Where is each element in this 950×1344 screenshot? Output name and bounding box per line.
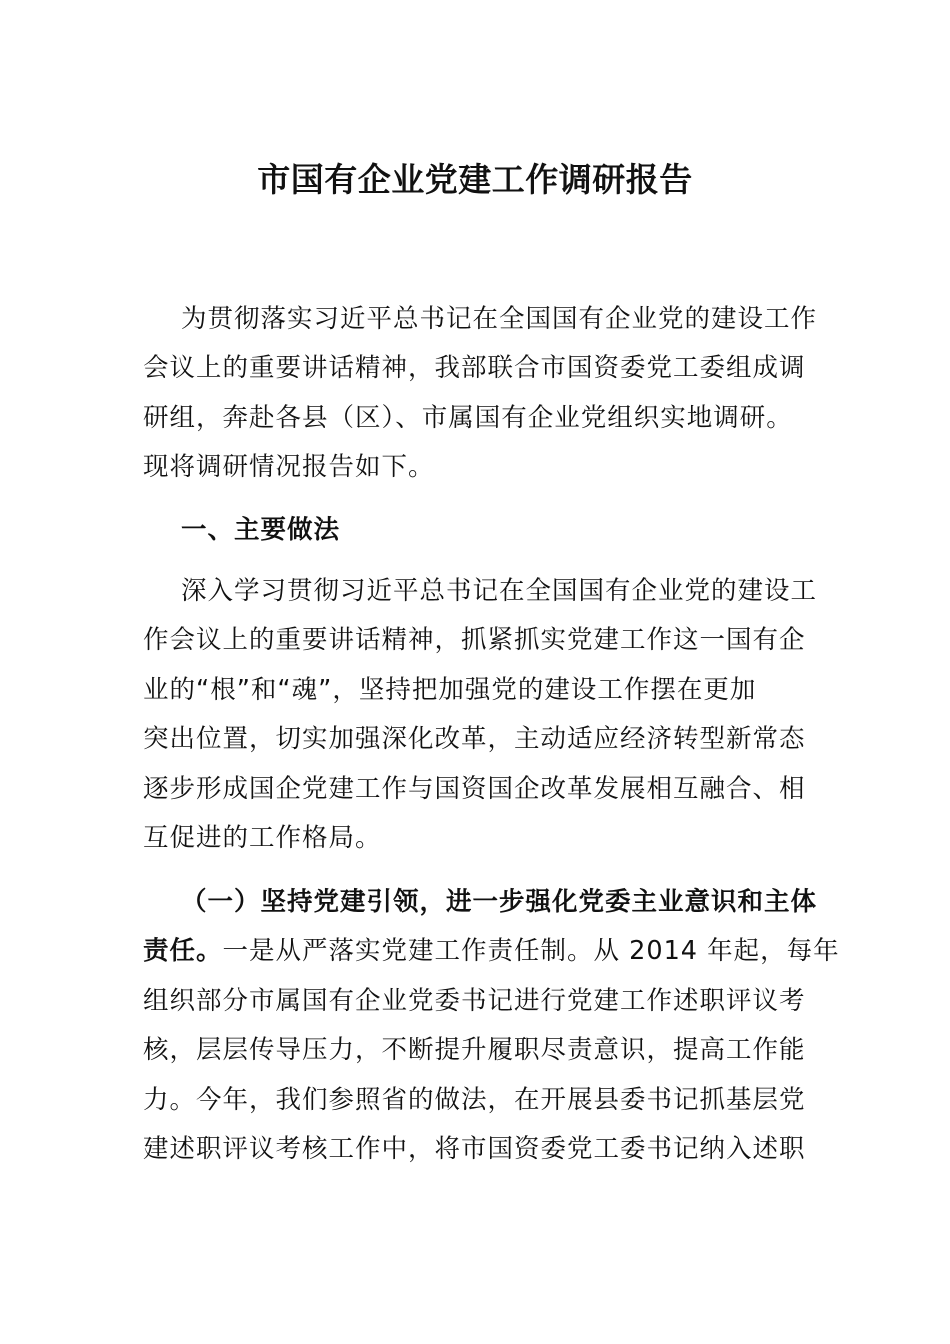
subsection1-line: 核，层层传导压力，不断提升履职尽责意识，提高工作能	[143, 1035, 806, 1066]
intro-paragraph	[143, 295, 818, 493]
subsection1-line: 组织部分市属国有企业党委书记进行党建工作述职评议考	[143, 985, 806, 1016]
subsection1-line: 力。今年，我们参照省的做法，在开展县委书记抓基层党	[143, 1084, 806, 1115]
section1-line: 突出位置，切实加强深化改革，主动适应经济转型新常态	[143, 724, 806, 755]
section1-line: 业的“根”和“魂”，坚持把加强党的建设工作摆在更加	[143, 674, 757, 705]
section1-line: 作会议上的重要讲话精神，抓紧抓实党建工作这一国有企	[143, 625, 806, 656]
intro-line: 会议上的重要讲话精神，我部联合市国资委党工委组成调	[143, 353, 806, 384]
document-title: 市国有企业党建工作调研报告	[257, 160, 693, 199]
section1-line: 深入学习贯彻习近平总书记在全国国有企业党的建设工	[181, 576, 818, 606]
section1-heading: 一、主要做法	[181, 515, 341, 545]
subsection1-heading-end: 责任。	[143, 936, 223, 967]
subsection1-line	[143, 927, 840, 976]
intro-line: 现将调研情况报告如下。	[143, 452, 435, 483]
intro-line: 研组，奔赴各县（区）、市属国有企业党组织实地调研。	[143, 402, 793, 433]
subsection1-text: 一是从严落实党建工作责任制。从 2014 年起，每年	[222, 936, 840, 967]
section1-paragraph	[143, 567, 818, 863]
section1-line: 互促进的工作格局。	[143, 822, 382, 853]
intro-line: 为贯彻落实习近平总书记在全国国有企业党的建设工作	[181, 304, 818, 334]
subsection1-heading: （一）坚持党建引领，进一步强化党委主业意识和主体	[181, 887, 818, 917]
subsection1-paragraph	[143, 878, 840, 1174]
section1-line: 逐步形成国企党建工作与国资国企改革发展相互融合、相	[143, 773, 806, 804]
subsection1-line: 建述职评议考核工作中，将市国资委党工委书记纳入述职	[143, 1133, 806, 1164]
